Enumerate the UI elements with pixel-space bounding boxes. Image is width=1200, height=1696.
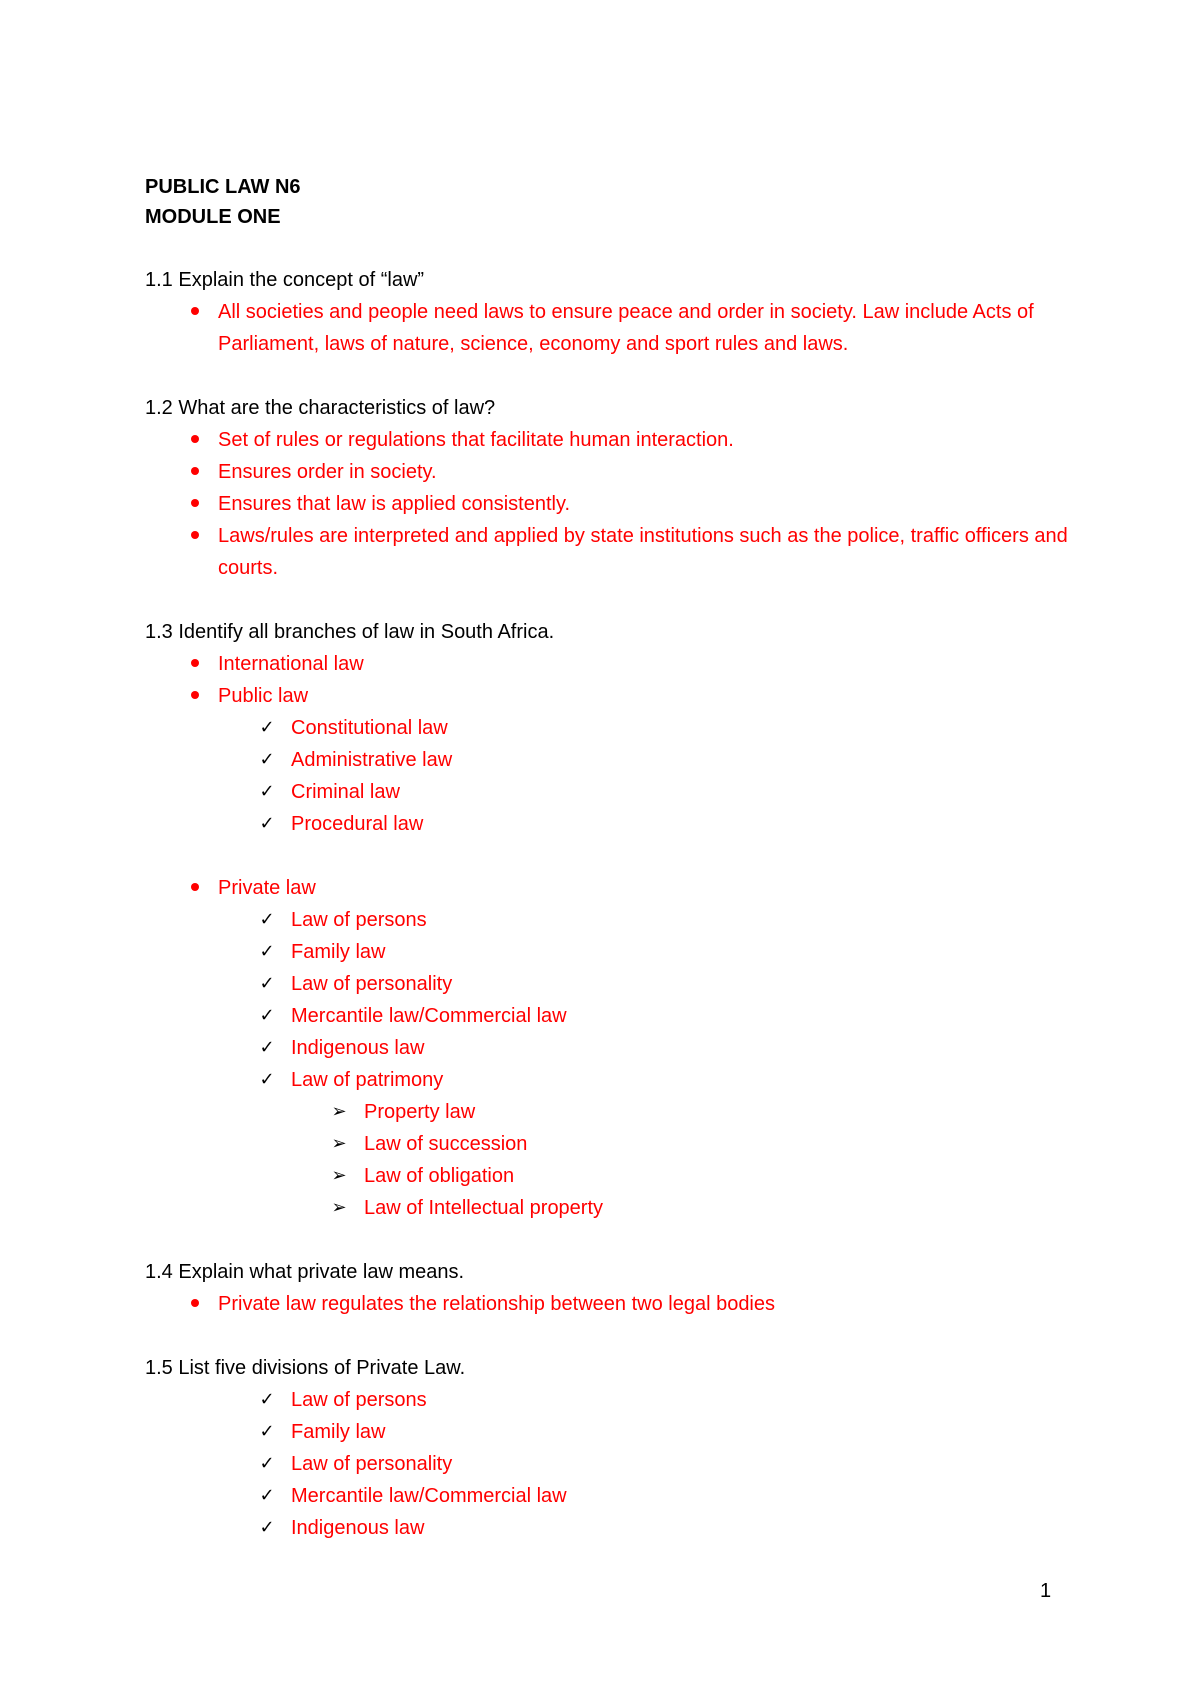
bullet-icon — [183, 680, 207, 712]
answer-text: Ensures that law is applied consistently. — [218, 493, 571, 515]
answer-bullet — [145, 488, 1105, 520]
check-item-text: Criminal law — [291, 781, 400, 803]
bullet-icon — [183, 1288, 207, 1320]
check-item-text: Administrative law — [291, 749, 453, 771]
check-item — [145, 1064, 1105, 1096]
check-item — [145, 936, 1105, 968]
question-1-4: 1.4 Explain what private law means. — [145, 1261, 465, 1283]
question-1-3: 1.3 Identify all branches of law in South Africa. — [145, 621, 555, 643]
answer-text: All societies and people need laws to ensure peace and order in society. Law include Acts of Parliament, laws of nature, science, economy and sport rules and laws. — [218, 301, 1034, 355]
check-item — [145, 1512, 1105, 1544]
arrow-item-text: Law of succession — [364, 1133, 528, 1155]
answer-bullet — [145, 872, 1105, 904]
check-item-text: Indigenous law — [291, 1517, 425, 1539]
checkmark-icon: ✓ — [259, 1453, 275, 1474]
answer-bullet — [145, 520, 1105, 584]
answer-text: Ensures order in society. — [218, 461, 437, 483]
checkmark-icon: ✓ — [259, 1069, 275, 1090]
checkmark-icon: ✓ — [259, 813, 275, 834]
check-item-text: Law of persons — [291, 909, 427, 931]
check-item — [145, 1032, 1105, 1064]
arrow-right-icon: ➢ — [331, 1101, 347, 1122]
bullet-icon — [183, 296, 207, 328]
answer-bullet — [145, 296, 1105, 360]
arrow-right-icon: ➢ — [331, 1133, 347, 1154]
answer-text: Set of rules or regulations that facilitate human interaction. — [218, 429, 734, 451]
module-title: MODULE ONE — [145, 206, 281, 228]
bullet-icon — [183, 648, 207, 680]
answer-bullet — [145, 1288, 1105, 1320]
bullet-icon — [183, 872, 207, 904]
check-item-text: Mercantile law/Commercial law — [291, 1485, 567, 1507]
check-item — [145, 744, 1105, 776]
check-item-text: Law of personality — [291, 1453, 453, 1475]
check-item-text: Family law — [291, 941, 386, 963]
arrow-item-text: Law of obligation — [364, 1165, 515, 1187]
check-item-text: Indigenous law — [291, 1037, 425, 1059]
question-1-2: 1.2 What are the characteristics of law? — [145, 397, 496, 419]
arrow-right-icon: ➢ — [331, 1197, 347, 1218]
answer-text: Laws/rules are interpreted and applied by state institutions such as the police, traffic officers and courts. — [218, 525, 1068, 579]
answer-text: International law — [218, 653, 364, 675]
check-item — [145, 1384, 1105, 1416]
checkmark-icon: ✓ — [259, 1517, 275, 1538]
document-title: PUBLIC LAW N6 — [145, 176, 301, 198]
check-item-text: Law of personality — [291, 973, 453, 995]
document-body — [145, 172, 1105, 1544]
answer-bullet — [145, 648, 1105, 680]
arrow-item — [145, 1192, 1105, 1224]
check-item — [145, 904, 1105, 936]
bullet-icon — [183, 456, 207, 488]
checkmark-icon: ✓ — [259, 1037, 275, 1058]
check-item — [145, 968, 1105, 1000]
check-item-text: Procedural law — [291, 813, 424, 835]
check-item — [145, 712, 1105, 744]
checkmark-icon: ✓ — [259, 909, 275, 930]
check-item — [145, 1416, 1105, 1448]
checkmark-icon: ✓ — [259, 1485, 275, 1506]
check-item — [145, 1480, 1105, 1512]
checkmark-icon: ✓ — [259, 717, 275, 738]
check-item-text: Law of persons — [291, 1389, 427, 1411]
page-number: 1 — [1040, 1580, 1052, 1602]
checkmark-icon: ✓ — [259, 781, 275, 802]
checkmark-icon: ✓ — [259, 973, 275, 994]
check-item-text: Mercantile law/Commercial law — [291, 1005, 567, 1027]
check-item-text: Constitutional law — [291, 717, 448, 739]
checkmark-icon: ✓ — [259, 1005, 275, 1026]
check-item — [145, 1000, 1105, 1032]
answer-bullet — [145, 456, 1105, 488]
answer-bullet — [145, 424, 1105, 456]
checkmark-icon: ✓ — [259, 1389, 275, 1410]
bullet-icon — [183, 424, 207, 456]
arrow-item — [145, 1128, 1105, 1160]
answer-text: Private law — [218, 877, 316, 899]
arrow-item — [145, 1160, 1105, 1192]
check-item-text: Law of patrimony — [291, 1069, 444, 1091]
answer-bullet — [145, 680, 1105, 712]
check-item-text: Family law — [291, 1421, 386, 1443]
checkmark-icon: ✓ — [259, 941, 275, 962]
answer-text: Public law — [218, 685, 309, 707]
arrow-item-text: Property law — [364, 1101, 476, 1123]
question-1-1: 1.1 Explain the concept of “law” — [145, 269, 425, 291]
arrow-right-icon: ➢ — [331, 1165, 347, 1186]
checkmark-icon: ✓ — [259, 749, 275, 770]
answer-text: Private law regulates the relationship between two legal bodies — [218, 1293, 776, 1315]
arrow-item-text: Law of Intellectual property — [364, 1197, 604, 1219]
check-item — [145, 808, 1105, 840]
checkmark-icon: ✓ — [259, 1421, 275, 1442]
bullet-icon — [183, 520, 207, 552]
question-1-5: 1.5 List five divisions of Private Law. — [145, 1357, 466, 1379]
check-item — [145, 776, 1105, 808]
bullet-icon — [183, 488, 207, 520]
check-item — [145, 1448, 1105, 1480]
arrow-item — [145, 1096, 1105, 1128]
